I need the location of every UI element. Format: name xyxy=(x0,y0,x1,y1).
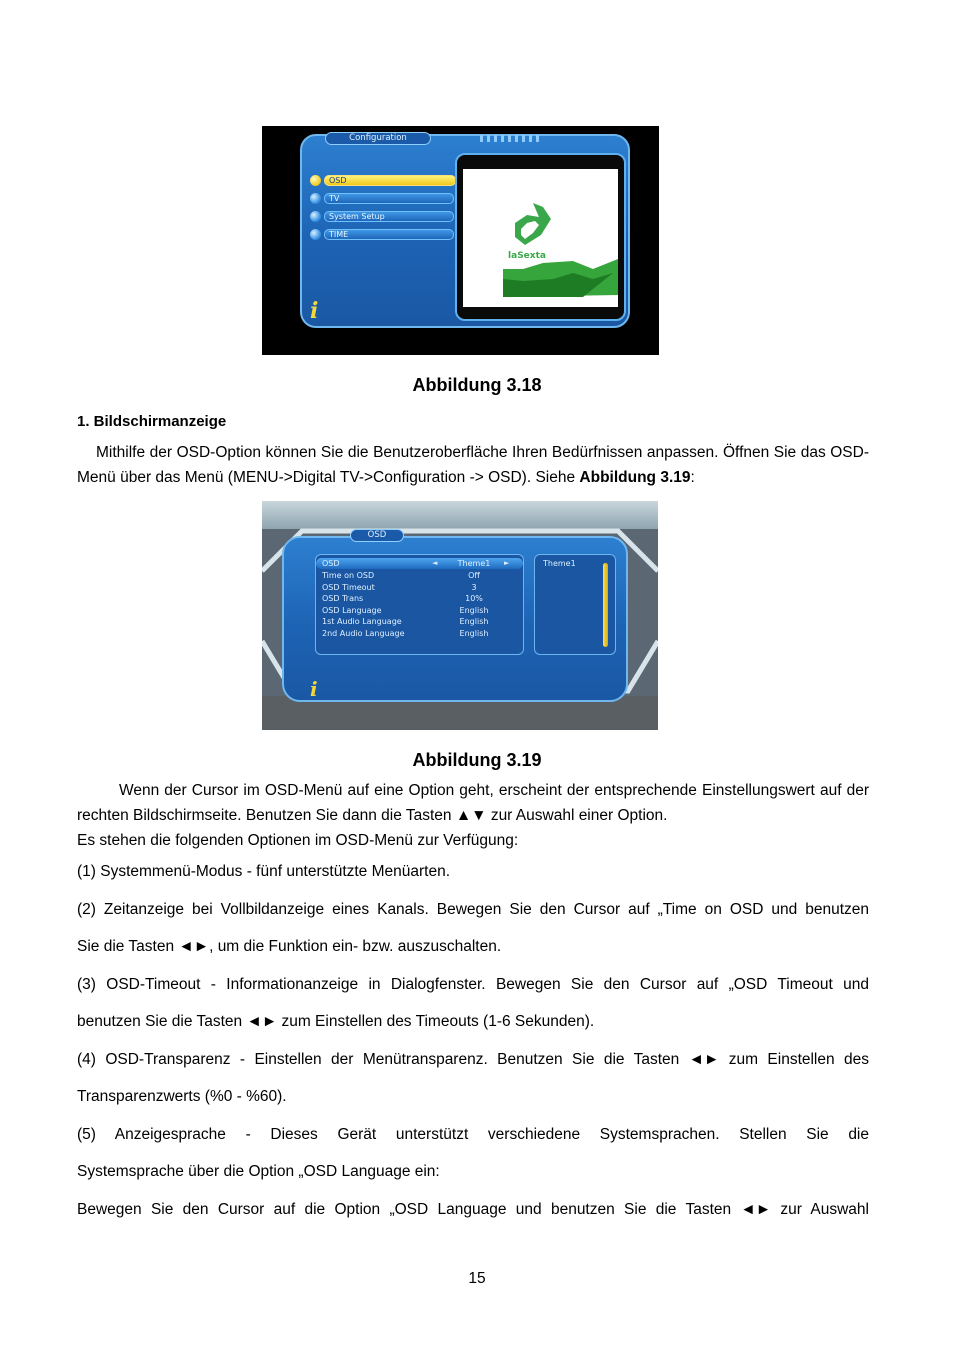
intro-tail: : xyxy=(690,469,695,486)
setting-label: 1st Audio Language xyxy=(322,617,402,626)
osd-menu-screenshot xyxy=(262,501,658,730)
option-item-3-line-1: (3) OSD-Timeout - Informationanzeige in Dialogfenster. Bewegen Sie den Cursor auf „OSD Timeout und xyxy=(77,976,869,993)
bullet-icon xyxy=(310,211,321,222)
setting-label: 2nd Audio Language xyxy=(322,629,405,638)
option-item-2-line-2: Sie die Tasten ◄►, um die Funktion ein- bzw. auszuschalten. xyxy=(77,938,502,955)
setting-row-osd-language[interactable] xyxy=(316,605,523,616)
setting-row-osd-timeout[interactable] xyxy=(316,582,523,593)
body-paragraph-2: Es stehen die folgenden Optionen im OSD-Menü zur Verfügung: xyxy=(77,832,519,849)
menu-item-tv[interactable]: TV xyxy=(324,193,454,204)
menu-item-system-setup[interactable]: System Setup xyxy=(324,211,454,222)
intro-text: Mithilfe der OSD-Option können Sie die Benutzeroberfläche Ihren Bedürfnissen anpassen. Öffnen Sie das OSD-Menü über das Menü (MENU->Digital TV->Configuration -> OSD). Siehe xyxy=(77,444,869,486)
setting-row-1st-audio-language[interactable] xyxy=(316,616,523,627)
tv-preview xyxy=(463,169,618,307)
body-paragraph-1: Wenn der Cursor im OSD-Menü auf eine Option geht, erscheint der entsprechende Einstellungswert auf der rechten Bildschirmseite. Benutzen Sie dann die Tasten ▲▼ zur Auswahl einer Option. xyxy=(77,782,869,824)
menu-item-time[interactable]: TIME xyxy=(324,229,454,240)
menu-title-tab: Configuration xyxy=(325,132,431,145)
lasexta-logo-icon xyxy=(463,169,618,307)
option-item[interactable]: Theme1 xyxy=(543,559,576,568)
scrollbar[interactable] xyxy=(603,563,608,647)
option-item-5-line-3: Bewegen Sie den Cursor auf die Option „OSD Language und benutzen Sie die Tasten ◄► zur Auswahl xyxy=(77,1201,869,1218)
preview-logo-text: laSexta xyxy=(508,251,546,261)
arrow-left-icon[interactable]: ◄ xyxy=(432,559,438,567)
setting-label: OSD Timeout xyxy=(322,583,375,592)
option-item-4-line-2: Transparenzwerts (%0 - %60). xyxy=(77,1088,287,1105)
figure-reference: Abbildung 3.19 xyxy=(579,469,691,486)
preview-frame xyxy=(455,153,626,321)
setting-row-osd[interactable] xyxy=(316,558,523,569)
setting-row-osd-trans[interactable] xyxy=(316,593,523,604)
osd-title-tab: OSD xyxy=(350,529,404,542)
setting-label: OSD xyxy=(322,559,340,568)
option-item-5-line-2: Systemsprache über die Option „OSD Language ein: xyxy=(77,1163,440,1180)
option-item-3-line-2: benutzen Sie die Tasten ◄► zum Einstellen des Timeouts (1-6 Sekunden). xyxy=(77,1013,595,1030)
option-item-1: (1) Systemmenü-Modus - fünf unterstützte Menüarten. xyxy=(77,863,451,880)
setting-value: 10% xyxy=(465,594,483,603)
menu-item-osd[interactable]: OSD xyxy=(324,175,456,186)
option-item-2-line-1: (2) Zeitanzeige bei Vollbildanzeige eines Kanals. Bewegen Sie den Cursor auf „Time on OSD und benutzen xyxy=(77,901,869,918)
figure-caption-2: Abbildung 3.19 xyxy=(412,750,542,770)
setting-row-time-on-osd[interactable] xyxy=(316,570,523,581)
section-heading: 1. Bildschirmanzeige xyxy=(77,413,227,430)
setting-value: English xyxy=(459,617,489,626)
figure-caption-1: Abbildung 3.18 xyxy=(412,375,542,395)
info-icon: i xyxy=(310,677,318,701)
setting-value: Off xyxy=(468,571,480,580)
setting-value: 3 xyxy=(471,583,477,592)
bullet-icon xyxy=(310,229,321,240)
option-item-4-line-1: (4) OSD-Transparenz - Einstellen der Menütransparenz. Benutzen Sie die Tasten ◄► zum Einstellen des xyxy=(77,1051,869,1068)
bullet-icon xyxy=(310,193,321,204)
info-icon: i xyxy=(310,298,319,324)
bullet-icon xyxy=(310,175,321,186)
setting-label: Time on OSD xyxy=(322,571,375,580)
option-item-5-line-1: (5) Anzeigesprache - Dieses Gerät unterstützt verschiedene Systemsprachen. Stellen Sie die xyxy=(77,1126,869,1143)
setting-value: English xyxy=(459,629,489,638)
configuration-screenshot xyxy=(262,126,659,355)
page-number: 15 xyxy=(468,1270,486,1287)
setting-value: English xyxy=(459,606,489,615)
setting-value: Theme1 xyxy=(457,559,491,568)
settings-list xyxy=(315,554,524,655)
intro-paragraph xyxy=(77,440,869,490)
arrow-right-icon[interactable]: ► xyxy=(504,559,510,567)
setting-label: OSD Language xyxy=(322,606,382,615)
setting-label: OSD Trans xyxy=(322,594,364,603)
option-list xyxy=(534,554,616,655)
title-bar-decoration xyxy=(480,135,540,142)
setting-row-2nd-audio-language[interactable] xyxy=(316,628,523,639)
